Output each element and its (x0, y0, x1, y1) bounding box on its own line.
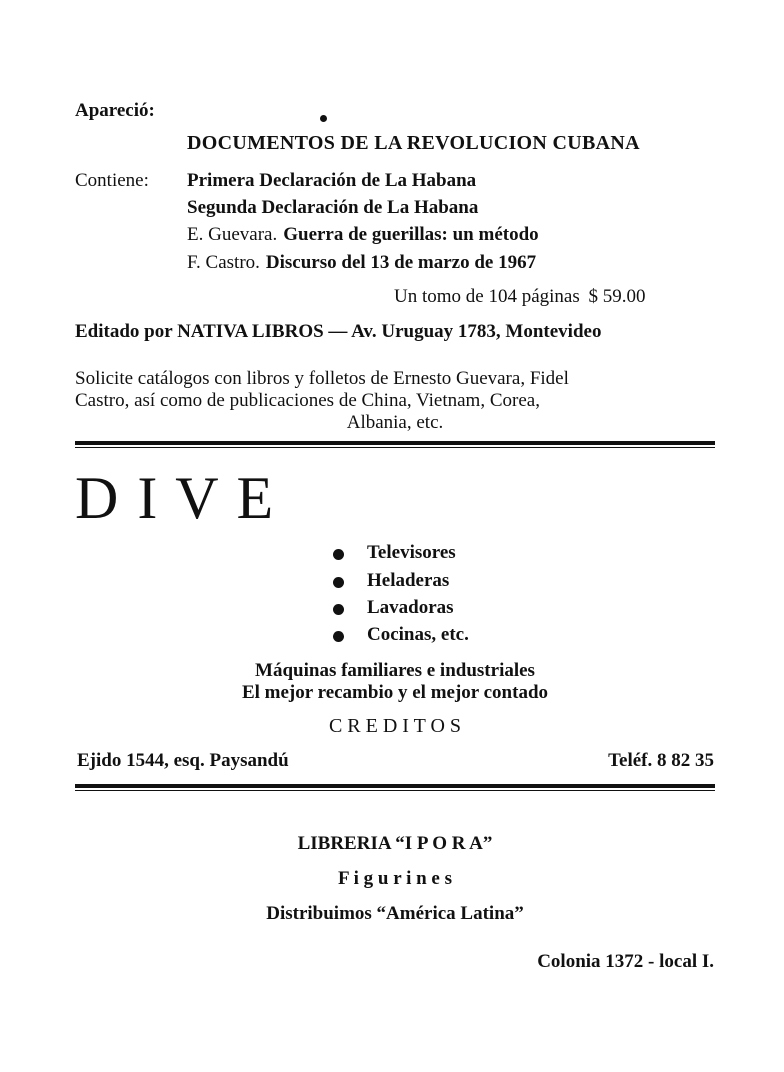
catalog-paragraph (75, 368, 715, 434)
tagline: Máquinas familiares e industriales (255, 660, 535, 681)
bullet-icon (333, 604, 344, 615)
dot-mark (320, 115, 327, 122)
divider (75, 784, 715, 788)
publisher-line: Editado por NATIVA LIBROS — Av. Uruguay 1783, Montevideo (75, 321, 602, 342)
address: Ejido 1544, esq. Paysandú (77, 750, 289, 771)
volume-info (394, 286, 646, 308)
store-subtitle: F i g u r i n e s (337, 868, 452, 889)
store-address: Colonia 1372 - local I. (537, 951, 714, 972)
contents-item (187, 224, 539, 246)
item-work: Segunda Declaración de La Habana (187, 197, 479, 218)
catalog-line: Castro, así como de publicaciones de China, Vietnam, Corea, (75, 390, 540, 411)
product-item: Lavadoras (367, 597, 454, 618)
tagline: El mejor recambio y el mejor contado (241, 682, 549, 703)
contents-item (187, 197, 478, 219)
contents-item (187, 252, 536, 274)
bullet-icon (333, 577, 344, 588)
store-name: LIBRERIA “I P O R A” (297, 833, 493, 854)
product-item: Televisores (367, 542, 456, 563)
item-work: Discurso del 13 de marzo de 1967 (265, 252, 537, 273)
divider (75, 441, 715, 445)
contains-label: Contiene: (75, 170, 149, 191)
item-author: E. Guevara. (187, 224, 278, 245)
brand-name: D I V E (75, 465, 276, 531)
catalog-line: Solicite catálogos con libros y folletos de Ernesto Guevara, Fidel (75, 368, 569, 389)
volume-text: Un tomo de 104 páginas (394, 286, 580, 307)
item-work: Guerra de guerillas: un método (283, 224, 539, 245)
book-title: DOCUMENTOS DE LA REVOLUCION CUBANA (187, 132, 640, 154)
product-item: Heladeras (367, 570, 450, 591)
credits-heading: C R E D I T O S (328, 715, 462, 737)
contents-item (187, 170, 476, 192)
item-author: F. Castro. (187, 252, 260, 273)
price: $ 59.00 (588, 286, 646, 307)
divider (75, 790, 715, 791)
divider (75, 447, 715, 448)
catalog-line: Albania, etc. (346, 412, 444, 433)
phone: Teléf. 8 82 35 (608, 750, 714, 771)
bullet-icon (333, 549, 344, 560)
bullet-icon (333, 631, 344, 642)
published-label: Apareció: (75, 100, 155, 121)
product-item: Cocinas, etc. (367, 624, 469, 645)
item-work: Primera Declaración de La Habana (187, 170, 477, 191)
distribution-line: Distribuimos “América Latina” (266, 903, 524, 924)
